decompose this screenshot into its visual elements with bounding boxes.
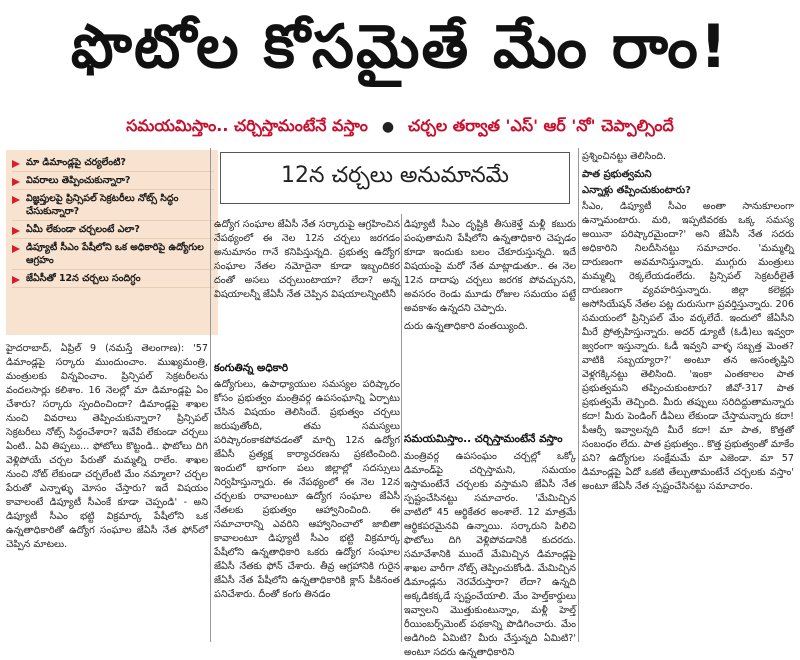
article-paragraph: ఉద్యోగులు, ఉపాధ్యాయుల సమస్యల పరిష్కారం కోసం ప్రభుత్వం మంత్రివర్గ ఉపసంఘాన్ని ఏర్పాటు చేసిన విషయం తెలిసిందే. ప్రభుత్వం చర్చలు జరుపుతోంది, తమ సమస్యలు పరిష్కారంకాకపోవడంతో మార్చి 12న ఉద్యోగ జేఏసీ ప్రత్యక్ష కార్యాచరణను ప్రకటించింది. ఇందులో భాగంగా పలు జిల్లాల్లో సదస్సులు నిర్వహిస్తున్నారు. ఈ నేపథ్యంలో ఈ నెల 12న చర్చలకు రావాలంటూ ఉద్యోగ సంఘాల జేఏసీ నేతలకు ప్రభుత్వం ఆహ్వానించింది. ఈ సమాచారాన్ని ఎవరిని ఆహ్వానించాలో జాబితా కావాలంటూ డిప్యూటీ సీఎం భట్టి విక్రమార్క పేషీలోని ఉన్నతాధికారి ఒకరు ఉద్యోగ సంఘాల జేఏసీ నేతకు ఫోన్ చేశారు. తీవ్ర ఆగ్రహానికి గురైన జేఏసీ నేత పేషీలోని ఉన్నతాధికారికి క్లాస్ పీకినంత పనిచేశారు. దీంతో కంగు తినడం [214,379,400,600]
article-column-3 [582,150,794,642]
article-paragraph: దురు ఉన్నతాధికారి వంతయ్యింది. [404,321,528,332]
article-paragraph: డిప్యూటీ సీఎం దృష్టికి తీసుకెళ్తే మళ్లీ కబురు పంపుతామని పేషీలోని ఉన్నతాధికారి చెప్పడం కూడా ఇందుకు బలం చేకూరుస్తున్నది. ఇదే విషయంపై మరో నేత మాట్లాడుతూ.. ఈ నెల 12న దాదాపు చర్చలు జరగక పోవచ్చునని, అవసరం రెండు మూడు రోజుల సమయం పట్టే అవకాశం ఉన్నదని చెప్పారు. [404,219,576,314]
article-column-1 [6,342,208,642]
highlight-item: జేఏసీతో 12న చర్చలు సందిగ్ధం [12,270,214,288]
article-paragraph: ఉద్యోగ సంఘాల జేఏసీ నేత సర్కారుపై ఆగ్రహించిన నేపథ్యంలో ఈ నెల 12న చర్చలు జరగడం అనుమానం గానే కనిపిస్తున్నది. ప్రభుత్వ ఉద్యోగ సంఘాల నేతల నమోదైనా కూడా ఇబ్బందికర దంతో అసలు చర్చలుంటాయా? లేదా? అన్న విషయాలన్నీ జేఏసీ నేత చెప్పిన విషయాలన్నింటినీ [214,219,400,300]
headline: ఫొటోల కోసమైతే మేం రాం! [70,12,730,82]
section-subtitle: పాత ప్రభుత్వమని [582,169,652,180]
article-column-2a [214,218,400,358]
highlight-item: డిప్యూటీ సీఎం పేషీలోని ఒక అధికారిపై ఉద్యోగుల ఆగ్రహం [12,239,214,270]
box-headline: 12న చర్చలు అనుమానమే [220,152,570,204]
highlight-item: విజ్ఞప్తులపై ప్రిన్సిపల్ సెక్రటరీలు నోట్స్ సిద్ధం చేసుకున్నారా? [12,190,214,221]
article-column-2d [404,450,576,658]
subheadline [0,112,800,142]
article-column-2c [214,378,400,642]
column-divider [578,148,579,642]
highlight-item: మా డిమాండ్లపై చర్యలేంటి? [12,154,214,172]
subhead-left: సమయమిస్తాం.. చర్చిస్తామంటేనే వస్తాం [126,115,368,135]
article-paragraph: హైదరాబాద్, ఏప్రిల్ 9 (నమస్తే తెలంగాణ): '57 డిమాండ్లపై సర్కారు ముందుంచాం. ముఖ్యమంత్రి, మంత్రులకు విన్నవించాం. ప్రిన్సిపల్ సెక్రటరీలను వందలసార్లు కలిశాం. 16 నెలల్లో మా డిమాండ్లపై ఏం చేశారు? సర్కారు స్పందించిందా? డిమాండ్లపై శాఖల నుంచి వివరాలు తెప్పించుకున్నారా? ప్రిన్సిపల్ సెక్రటరీలు నోట్స్ సిద్ధంచేశారా? ఇవేవీ లేకుండా చర్చలు ఏంటి.. ఏవి తిప్పలు... ఫోటోలు కొట్టండి.. ఫొటోలు దిగి వెళ్లిపోయే చర్చల పేరుతో మమ్మల్ని రాలేం. శాఖల నుంచి నోట్ లేకుండా చర్చలేంటి మేం నమ్మాలా? చర్చల పేరుతో ఎన్నాళ్ళు మోసం చేస్తారు? ఇదే విషయం కావాలంటే డిప్యూటీ సీఎంకే కూడా చెప్పండి' - అని డిప్యూటీ సీఎం భట్టి విక్రమార్క పేషీలోని ఒక ఉన్నతాధికారితో ఉద్యోగ సంఘాల జేఏసీ నేత ఫోన్‌లో చెప్పిన మాటలు. [6,343,208,550]
highlight-item: వివరాలు తెప్పించుకున్నారా? [12,172,214,190]
subhead-right: చర్చల తర్వాత 'ఎస్' ఆర్ 'నో' చెప్పాల్సిందే [408,115,674,135]
article-paragraph: ప్రశ్నించినట్టు తెలిసింది. [582,151,667,162]
section-subtitle: సమయమిస్తాం.. చర్చిస్తామంటేనే వస్తాం [404,433,563,445]
column-divider [401,214,402,642]
article-paragraph: సీఎం, డిప్యూటీ సీఎం అంతా సానుకూలంగా ఉన్నామంటారు. మరి, ఇప్పటివరకు ఒక్క సమస్య అయినా పరిష్కారమైందా?' అని జేఏసీ నేత సదరు అధికారిని నిలదీసినట్టు సమాచారం. 'మమ్మల్ని దారుణంగా అవమానిస్తున్నారు. ముగ్గురు మంత్రులు మమ్మల్ని రెక్కలేయడంలేదు. ప్రిన్సిపల్ సెక్రటరీలైతే దారుణంగా వ్యవహరిస్తున్నారు. జిల్లా కలెక్టర్లు అసోసియేషన్ నేతల పట్ల దురుసుగా ప్రవర్తిస్తున్నారు. 206 సమయంలో ప్రిన్సిపల్ మేం వర్కలేదే. ఇందులో జేఏసీని మీరే ప్రోత్సహిస్తున్నారు. అదర్ డ్యూటీ (ఓడీ)లు ఇవ్వరా జ్వరంగా ఇస్తున్నారు. ఓడీ ఇవ్వని వాళ్ళ సబ్బత్త మెంత? వాటికి సబ్బయ్యారా?' అంటూ తన అసంతృప్తిని వెళ్లగక్కినట్టు తెలిసింది. 'ఇంకా ఎంతకాలం పాత ప్రభుత్వమని తప్పించుకుంటారు? జీవో-317 పాత ప్రభుత్వమే తెచ్చింది. మీరు తప్పులు సరిదిద్దుతామన్నారు కదా! మీరు పెండింగ్ డీఏలు లేకుండా చేస్తామన్నారు కదా! పీఆర్సీ ఇవ్వాలన్నది మీరే కదా! మా పాత, కొత్తతో సంబంధం లేదు. పాత ప్రభుత్వం.. కొత్త ప్రభుత్వంతో మాకేం పని? ఉద్యోగుల సంక్షేమమే మా ఎజెండా. మా 57 డిమాండ్లపై ఏదో ఒకటి తేల్చుతామంటేనే చర్చలకు వస్తాం' అంటూ జేఏసీ నేత స్పష్టంచేసినట్టు సమాచారం. [582,201,794,492]
highlight-item: ఏమీ లేకుండా చర్చలంటే ఎలా? [12,221,214,239]
highlights-box [6,150,218,335]
separator-dot: ● [381,119,395,135]
section-subtitle: కంగుతిన్న అధికారి [214,362,289,374]
article-column-2b [404,218,576,418]
column-divider [210,148,211,642]
article-paragraph: మంత్రివర్గ ఉపసంఘం చర్చల్లో ఒక్కో డిమాండ్‌పై చర్చిస్తామని, సమయం ఇస్తామంటేనే చర్చలకు వస్తామని జేఏసీ నేత స్పష్టంచేసినట్టు సమాచారం. 'మేమిచ్చిన వాటిలో 45 ఆర్థికేతర అంశాలే. 12 మాత్రమే ఆర్థికపరమైనవి ఉన్నాయి. సర్కారుని పిలిచి ఫొటోలు దిగి వెళ్లిపోవడానికి కుదరదు. సమావేశానికి ముందే మేమిచ్చిన డిమాండ్లపై శాఖల వారీగా నోట్స్ తెప్పించుకోండి. మేమిచ్చిన డిమాండ్లను నెరవేరుస్తారా? లేదా? ఉన్నది అక్కడికక్కడే స్పష్టంచేయాలి. మేం హెల్త్‌కార్డులు ఇవ్వాలని మొత్తుకుంటున్నాం, మళ్లీ హెల్త్ రీయింబర్స్‌మెంట్ పథకాన్ని పొడిగించారు. మేం అడిగింది ఏమిటి? మీరు చేస్తున్నది ఏమిటి?' అంటూ సదరు ఉన్నతాధికారిని [404,451,576,658]
section-subtitle: ఎన్నాళ్లు తప్పించుకుంటారు? [582,185,691,196]
